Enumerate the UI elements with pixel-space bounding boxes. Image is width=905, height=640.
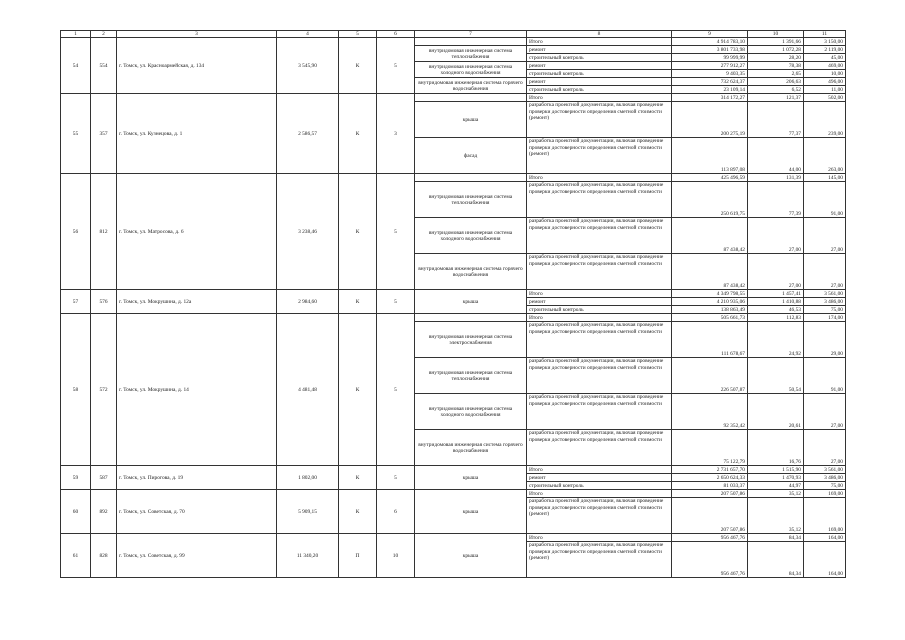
value-10: 1 470,93 [748,474,804,482]
address: г. Томск, ул. Мокрушина, д. 14 [117,314,277,466]
value-11: 3 486,00 [804,298,846,306]
work-description: разработка проектной документации, включая проведение проверки достоверности определения сметной стоимости [527,254,672,290]
value-10: 1 391,66 [748,38,804,46]
value-11: 3 486,00 [804,474,846,482]
value-10: 1 072,28 [748,46,804,54]
value-11: 2 119,00 [804,46,846,54]
floors: 5 [377,290,415,314]
table-row [61,174,846,182]
value-11: 27,00 [804,254,846,290]
value-9: 207 507,86 [672,498,748,534]
work-type: крыша [415,102,527,138]
value-10: 2,65 [748,70,804,78]
value-11: 75,00 [804,306,846,314]
value-10: 77,37 [748,102,804,138]
work-description: строительный контроль [527,54,672,62]
work-description: строительный контроль [527,86,672,94]
value-10: 24,92 [748,322,804,358]
value-9: 23 109,14 [672,86,748,94]
value-10: 27,00 [748,254,804,290]
address: г. Томск, ул. Пирогова, д. 19 [117,466,277,490]
work-description: ремонт [527,474,672,482]
house-id: 812 [91,174,117,290]
value-9: 200 275,19 [672,102,748,138]
value-10: 35,12 [748,490,804,498]
work-description: Итого [527,534,672,542]
work-description: разработка проектной документации, включая проведение проверки достоверности определения сметной стоимости [527,358,672,394]
work-type [415,174,527,182]
work-type: внутридомовая инженерная система теплоснабжения [415,182,527,218]
work-description: разработка проектной документации, включая проведение проверки достоверности определения сметной стоимости [527,322,672,358]
value-10: 1 457,41 [748,290,804,298]
row-number: 59 [61,466,91,490]
value-9: 956 467,76 [672,534,748,542]
value-10: 35,12 [748,498,804,534]
work-type: внутридомовая инженерная система холодного водоснабжения [415,62,527,78]
table-row [61,94,846,102]
value-11: 3 561,00 [804,290,846,298]
value-11: 469,00 [804,62,846,70]
value-10: 28,20 [748,54,804,62]
work-type: крыша [415,290,527,314]
value-10: 78,38 [748,62,804,70]
header-cell-10: 10 [748,31,804,38]
row-number: 58 [61,314,91,466]
work-description: строительный контроль [527,306,672,314]
value-9: 314 172,27 [672,94,748,102]
header-cell-1: 1 [61,31,91,38]
value-10: 84,34 [748,534,804,542]
row-number: 56 [61,174,91,290]
work-description: Итого [527,94,672,102]
value-11: 11,00 [804,86,846,94]
floors: 6 [377,490,415,534]
header-row [61,31,846,38]
work-description: разработка проектной документации, включая проведение проверки достоверности определения сметной стоимости [527,182,672,218]
header-cell-11: 11 [804,31,846,38]
value-9: 138 863,49 [672,306,748,314]
address: г. Томск, ул. Кузнецова, д. 1 [117,94,277,174]
work-type: внутридомовая инженерная система горячего водоснабжения [415,430,527,466]
work-type [415,94,527,102]
area: 1 802,00 [277,466,339,490]
house-id: 554 [91,38,117,94]
work-type: внутридомовая инженерная система холодного водоснабжения [415,218,527,254]
work-description: Итого [527,290,672,298]
row-number: 60 [61,490,91,534]
work-type: крыша [415,490,527,534]
value-10: 84,34 [748,542,804,578]
value-10: 27,00 [748,218,804,254]
work-description: Итого [527,466,672,474]
value-10: 77,39 [748,182,804,218]
work-description: строительный контроль [527,482,672,490]
value-9: 956 467,76 [672,542,748,578]
value-9: 87 438,42 [672,218,748,254]
floors: 5 [377,174,415,290]
value-11: 263,00 [804,138,846,174]
value-11: 174,00 [804,314,846,322]
house-id: 576 [91,290,117,314]
value-9: 505 661,73 [672,314,748,322]
header-cell-7: 7 [415,31,527,38]
value-11: 27,00 [804,430,846,466]
work-description: Итого [527,490,672,498]
work-description: разработка проектной документации, включая проведение проверки достоверности определения сметной стоимости [527,430,672,466]
value-9: 4 349 798,55 [672,290,748,298]
value-11: 496,00 [804,78,846,86]
value-9: 2 731 657,70 [672,466,748,474]
row-number: 61 [61,534,91,578]
house-id: 892 [91,490,117,534]
work-description: разработка проектной документации, включая проведение проверки достоверности определения сметной стоимости (ремонт) [527,542,672,578]
header-cell-4: 4 [277,31,339,38]
value-11: 45,00 [804,54,846,62]
house-id: 587 [91,466,117,490]
value-11: 3 561,00 [804,466,846,474]
work-type [415,38,527,46]
value-10: 6,52 [748,86,804,94]
register-sheet [60,30,845,607]
value-9: 9 403,35 [672,70,748,78]
work-description: разработка проектной документации, включая проведение проверки достоверности определения сметной стоимости (ремонт) [527,138,672,174]
value-9: 111 678,67 [672,322,748,358]
floors: 5 [377,38,415,94]
work-description: разработка проектной документации, включая проведение проверки достоверности определения сметной стоимости [527,218,672,254]
header-cell-5: 5 [339,31,377,38]
area: 5 909,15 [277,490,339,534]
work-description: Итого [527,174,672,182]
area: 4 481,48 [277,314,339,466]
row-number: 57 [61,290,91,314]
table-row [61,38,846,46]
value-9: 92 352,42 [672,394,748,430]
house-id: 828 [91,534,117,578]
row-number: 54 [61,38,91,94]
value-9: 99 999,99 [672,54,748,62]
wall-material: К [339,466,377,490]
area: 2 586,57 [277,94,339,174]
work-type: внутридомовая инженерная система горячего водоснабжения [415,254,527,290]
work-description: разработка проектной документации, включая проведение проверки достоверности определения сметной стоимости [527,394,672,430]
area: 3 238,46 [277,174,339,290]
wall-material: К [339,38,377,94]
wall-material: К [339,314,377,466]
value-9: 75 122,79 [672,430,748,466]
value-10: 1 515,90 [748,466,804,474]
value-9: 732 624,37 [672,78,748,86]
area: 11 340,20 [277,534,339,578]
value-9: 250 619,75 [672,182,748,218]
address: г. Томск, ул. Советская, д. 70 [117,490,277,534]
work-type: фасад [415,138,527,174]
work-description: ремонт [527,62,672,70]
wall-material: П [339,534,377,578]
work-type: внутридомовая инженерная система теплоснабжения [415,46,527,62]
wall-material: К [339,94,377,174]
table-row [61,466,846,474]
value-9: 277 912,27 [672,62,748,70]
work-description: разработка проектной документации, включая проведение проверки достоверности определения сметной стоимости (ремонт) [527,102,672,138]
address: г. Томск, ул. Матросова, д. 6 [117,174,277,290]
work-type [415,314,527,322]
value-9: 4 914 783,10 [672,38,748,46]
value-10: 46,53 [748,306,804,314]
work-description: строительный контроль [527,70,672,78]
house-id: 572 [91,314,117,466]
value-11: 164,00 [804,542,846,578]
work-description: Итого [527,38,672,46]
value-9: 4 210 935,06 [672,298,748,306]
address: г. Томск, ул. Красноармейская, д. 134 [117,38,277,94]
work-type: внутридомовая инженерная система горячего водоснабжения [415,78,527,94]
work-description: Итого [527,314,672,322]
value-11: 169,00 [804,490,846,498]
value-10: 50,54 [748,358,804,394]
value-10: 44,00 [748,138,804,174]
value-9: 81 033,37 [672,482,748,490]
work-type: внутридомовая инженерная система электроснабжения [415,322,527,358]
row-number: 55 [61,94,91,174]
table-row [61,314,846,322]
wall-material: К [339,290,377,314]
table-row [61,534,846,542]
work-description: ремонт [527,298,672,306]
value-11: 145,00 [804,174,846,182]
value-10: 112,83 [748,314,804,322]
address: г. Томск, ул. Советская, д. 99 [117,534,277,578]
value-10: 20,61 [748,394,804,430]
value-9: 113 897,08 [672,138,748,174]
value-11: 3 150,00 [804,38,846,46]
value-9: 87 438,42 [672,254,748,290]
value-9: 425 496,59 [672,174,748,182]
floors: 5 [377,466,415,490]
value-10: 16,76 [748,430,804,466]
value-9: 207 507,86 [672,490,748,498]
value-9: 3 801 733,98 [672,46,748,54]
table-row [61,290,846,298]
value-11: 27,00 [804,218,846,254]
header-cell-2: 2 [91,31,117,38]
value-10: 206,63 [748,78,804,86]
address: г. Томск, ул. Мокрушина, д. 12а [117,290,277,314]
table-row [61,490,846,498]
work-description: ремонт [527,46,672,54]
value-11: 29,00 [804,322,846,358]
capital-repair-table [60,30,846,578]
work-type: внутридомовая инженерная система теплоснабжения [415,358,527,394]
header-cell-9: 9 [672,31,748,38]
value-11: 164,00 [804,534,846,542]
work-type: крыша [415,534,527,578]
work-type: крыша [415,466,527,490]
work-description: разработка проектной документации, включая проведение проверки достоверности определения сметной стоимости (ремонт) [527,498,672,534]
floors: 3 [377,94,415,174]
header-cell-8: 8 [527,31,672,38]
value-11: 239,00 [804,102,846,138]
value-11: 10,00 [804,70,846,78]
area: 3 545,90 [277,38,339,94]
value-11: 91,00 [804,182,846,218]
value-9: 226 507,87 [672,358,748,394]
work-description: ремонт [527,78,672,86]
value-10: 131,39 [748,174,804,182]
floors: 10 [377,534,415,578]
value-11: 27,00 [804,394,846,430]
house-id: 357 [91,94,117,174]
value-11: 91,00 [804,358,846,394]
value-11: 502,00 [804,94,846,102]
value-9: 2 650 624,33 [672,474,748,482]
value-10: 121,37 [748,94,804,102]
value-10: 1 410,88 [748,298,804,306]
value-11: 75,00 [804,482,846,490]
header-cell-3: 3 [117,31,277,38]
value-10: 44,97 [748,482,804,490]
value-11: 169,00 [804,498,846,534]
area: 2 984,60 [277,290,339,314]
wall-material: К [339,490,377,534]
work-type: внутридомовая инженерная система холодного водоснабжения [415,394,527,430]
header-cell-6: 6 [377,31,415,38]
wall-material: К [339,174,377,290]
floors: 5 [377,314,415,466]
